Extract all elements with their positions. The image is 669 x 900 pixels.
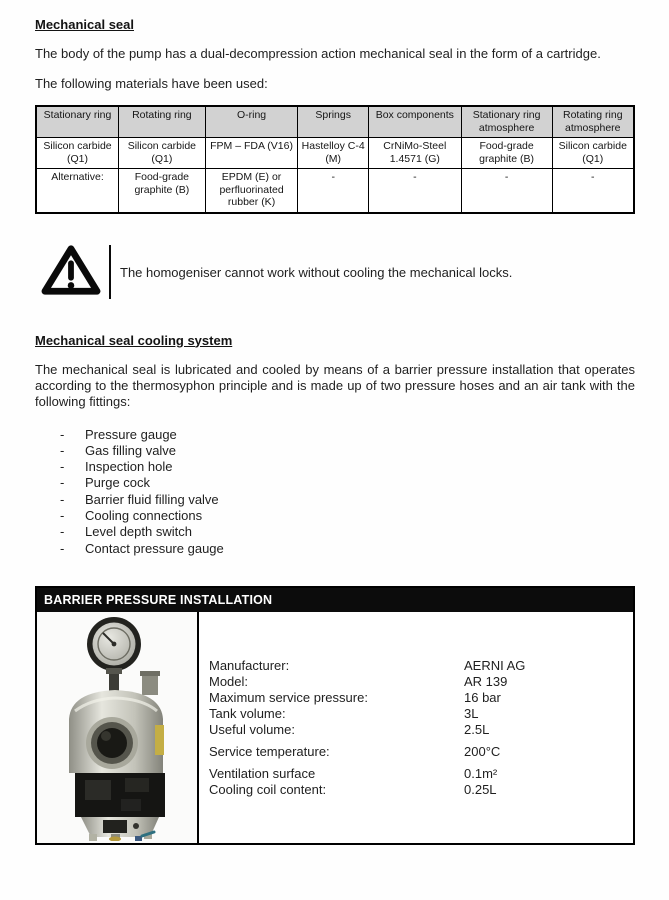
list-item (60, 475, 635, 491)
spec-row (209, 782, 633, 798)
list-item (60, 459, 635, 475)
table-cell: Silicon carbide (Q1) (552, 138, 634, 169)
spec-list (199, 612, 633, 843)
warning-triangle-icon (40, 242, 102, 303)
list-item-label: Pressure gauge (85, 426, 177, 442)
fittings-list (35, 427, 635, 557)
spec-row (209, 674, 633, 690)
table-cell: - (368, 169, 461, 213)
paragraph-pump-body: The body of the pump has a dual-decompression action mechanical seal in the form of a cartridge. (35, 46, 601, 61)
spec-row (209, 658, 633, 674)
spec-label: Useful volume: (209, 721, 295, 737)
spec-value: 16 bar (464, 689, 501, 705)
list-item (60, 541, 635, 557)
table-cell: FPM – FDA (V16) (205, 138, 298, 169)
barrier-pressure-tank-photo (51, 615, 183, 841)
box-title: BARRIER PRESSURE INSTALLATION (37, 588, 633, 612)
paragraph-materials-intro: The following materials have been used: (35, 76, 268, 91)
spec-value: AERNI AG (464, 657, 526, 673)
list-item (60, 427, 635, 443)
list-bullet: - (60, 507, 65, 523)
list-item-label: Contact pressure gauge (85, 540, 224, 556)
table-cell: Food-grade graphite (B) (119, 169, 206, 213)
table-cell: - (552, 169, 634, 213)
list-item-label: Barrier fluid filling valve (85, 491, 219, 507)
spec-value: 0.1m² (464, 765, 498, 781)
section-heading-mechanical-seal: Mechanical seal (35, 17, 134, 32)
spec-value: 200°C (464, 743, 501, 759)
column-header: Box components (368, 106, 461, 138)
tank-photo-cell (37, 612, 199, 843)
list-bullet: - (60, 524, 65, 540)
list-item-label: Gas filling valve (85, 442, 177, 458)
column-header: Rotating ring atmosphere (552, 106, 634, 138)
column-header: Stationary ring (36, 106, 119, 138)
spec-label: Service temperature: (209, 743, 330, 759)
list-bullet: - (60, 442, 65, 458)
materials-table (35, 105, 635, 214)
warning-text: The homogeniser cannot work without cooling the mechanical locks. (120, 264, 513, 280)
table-cell: Hastelloy C-4 (M) (298, 138, 369, 169)
column-header: Rotating ring (119, 106, 206, 138)
column-header: Springs (298, 106, 369, 138)
section-heading-cooling-system: Mechanical seal cooling system (35, 332, 233, 348)
list-item-label: Purge cock (85, 475, 151, 491)
spec-row (209, 744, 633, 760)
list-item (60, 492, 635, 508)
list-bullet: - (60, 540, 65, 556)
table-cell: Silicon carbide (Q1) (119, 138, 206, 169)
spec-row (209, 722, 633, 738)
list-bullet: - (60, 426, 65, 442)
paragraph-cooling-system: The mechanical seal is lubricated and cooled by means of a barrier pressure installation that operates according to the thermosyphon principle and is made up of two pressure hoses and an air tank with the following fittings: (35, 361, 635, 409)
warning-note (40, 242, 635, 303)
spec-label: Tank volume: (209, 705, 286, 721)
table-row (36, 138, 634, 169)
table-cell: - (298, 169, 369, 213)
spec-label: Manufacturer: (209, 657, 290, 673)
list-item-label: Inspection hole (85, 459, 173, 475)
table-cell: - (461, 169, 552, 213)
table-cell: CrNiMo-Steel 1.4571 (G) (368, 138, 461, 169)
column-header: O-ring (205, 106, 298, 138)
column-header: Stationary ring atmosphere (461, 106, 552, 138)
list-item (60, 508, 635, 524)
spec-value: 0.25L (464, 781, 497, 797)
box-body (37, 612, 633, 843)
list-item (60, 524, 635, 540)
list-item-label: Cooling connections (85, 507, 203, 523)
spec-row (209, 766, 633, 782)
table-cell: Alternative: (36, 169, 119, 213)
list-bullet: - (60, 475, 65, 491)
spec-value: 2.5L (464, 721, 490, 737)
barrier-pressure-installation-box (35, 586, 635, 845)
spec-value: 3L (464, 705, 479, 721)
spec-row (209, 690, 633, 706)
table-cell: Food-grade graphite (B) (461, 138, 552, 169)
table-row (36, 169, 634, 213)
list-item-label: Level depth switch (85, 524, 192, 540)
list-bullet: - (60, 459, 65, 475)
spec-label: Cooling coil content: (209, 781, 327, 797)
spec-value: AR 139 (464, 673, 508, 689)
list-item (60, 443, 635, 459)
table-cell: EPDM (E) or perfluorinated rubber (K) (205, 169, 298, 213)
table-cell: Silicon carbide (Q1) (36, 138, 119, 169)
list-bullet: - (60, 491, 65, 507)
table-header-row (36, 106, 634, 138)
spec-row (209, 706, 633, 722)
spec-label: Ventilation surface (209, 765, 316, 781)
spec-label: Maximum service pressure: (209, 689, 368, 705)
spec-label: Model: (209, 673, 249, 689)
